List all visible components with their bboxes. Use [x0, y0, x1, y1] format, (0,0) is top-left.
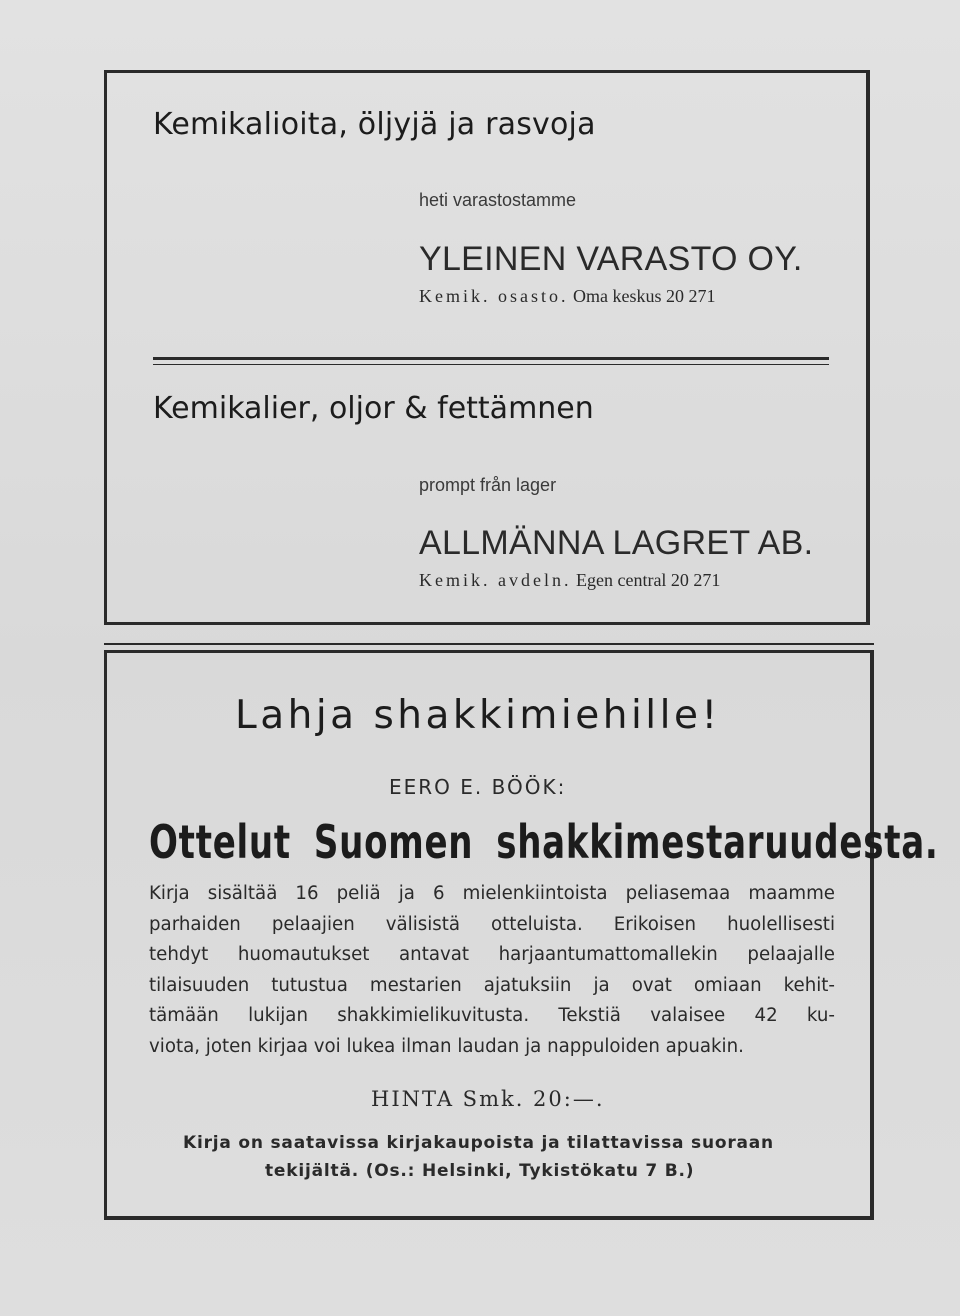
- phone-swedish: Egen central 20 271: [575, 570, 721, 590]
- company-finnish: YLEINEN VARASTO OY.: [419, 240, 803, 278]
- book-author: EERO E. BÖÖK:: [389, 775, 567, 799]
- description-line: viota, joten kirjaa voi lukea ilman laudan ja nappuloiden apuakin.: [149, 1035, 744, 1057]
- chemicals-advertisement: [104, 70, 870, 625]
- headline-finnish: Kemikalioita, öljyjä ja rasvoja: [153, 107, 596, 142]
- gift-headline: Lahja shakkimiehille!: [235, 693, 721, 738]
- book-advertisement: [104, 650, 939, 1220]
- description-line: tämään lukijan shakkimielikuvitusta. Tekstiä valaisee 42 ku-: [149, 1005, 835, 1026]
- headline-swedish: Kemikalier, oljor & fettämnen: [153, 391, 594, 426]
- dept-finnish: Kemik. osasto.: [419, 286, 569, 306]
- description-line: tehdyt huomautukset antavat harjaantumattomallekin pelaajalle: [149, 944, 835, 965]
- book-title: Ottelut Suomen shakkimestaruudesta.: [149, 815, 939, 869]
- subline-finnish: heti varastostamme: [419, 190, 577, 210]
- dept-swedish: Kemik. avdeln.: [419, 570, 572, 590]
- availability-line-1: Kirja on saatavissa kirjakaupoista ja tilattavissa suoraan: [183, 1133, 774, 1153]
- divider: [153, 357, 829, 360]
- description-line: Kirja sisältää 16 peliä ja 6 mielenkiintoista peliasemaa maamme: [149, 883, 835, 904]
- book-price: HINTA Smk. 20:—.: [371, 1087, 605, 1111]
- book-description: [149, 879, 835, 1062]
- company-swedish: ALLMÄNNA LAGRET AB.: [419, 524, 814, 562]
- contact-finnish: [419, 286, 716, 307]
- contact-swedish: [419, 570, 720, 591]
- description-line: parhaiden pelaajien välisistä otteluista. Erikoisen huolellisesti: [149, 913, 835, 935]
- availability-line-2: tekijältä. (Os.: Helsinki, Tykistökatu 7 B.): [265, 1161, 695, 1181]
- divider-thin: [153, 364, 829, 365]
- subline-swedish: prompt från lager: [419, 475, 557, 495]
- phone-finnish: Oma keskus 20 271: [573, 286, 716, 306]
- description-line: tilaisuuden tutustua mestarien ajatuksiin ja ovat omiaan kehit-: [149, 974, 835, 996]
